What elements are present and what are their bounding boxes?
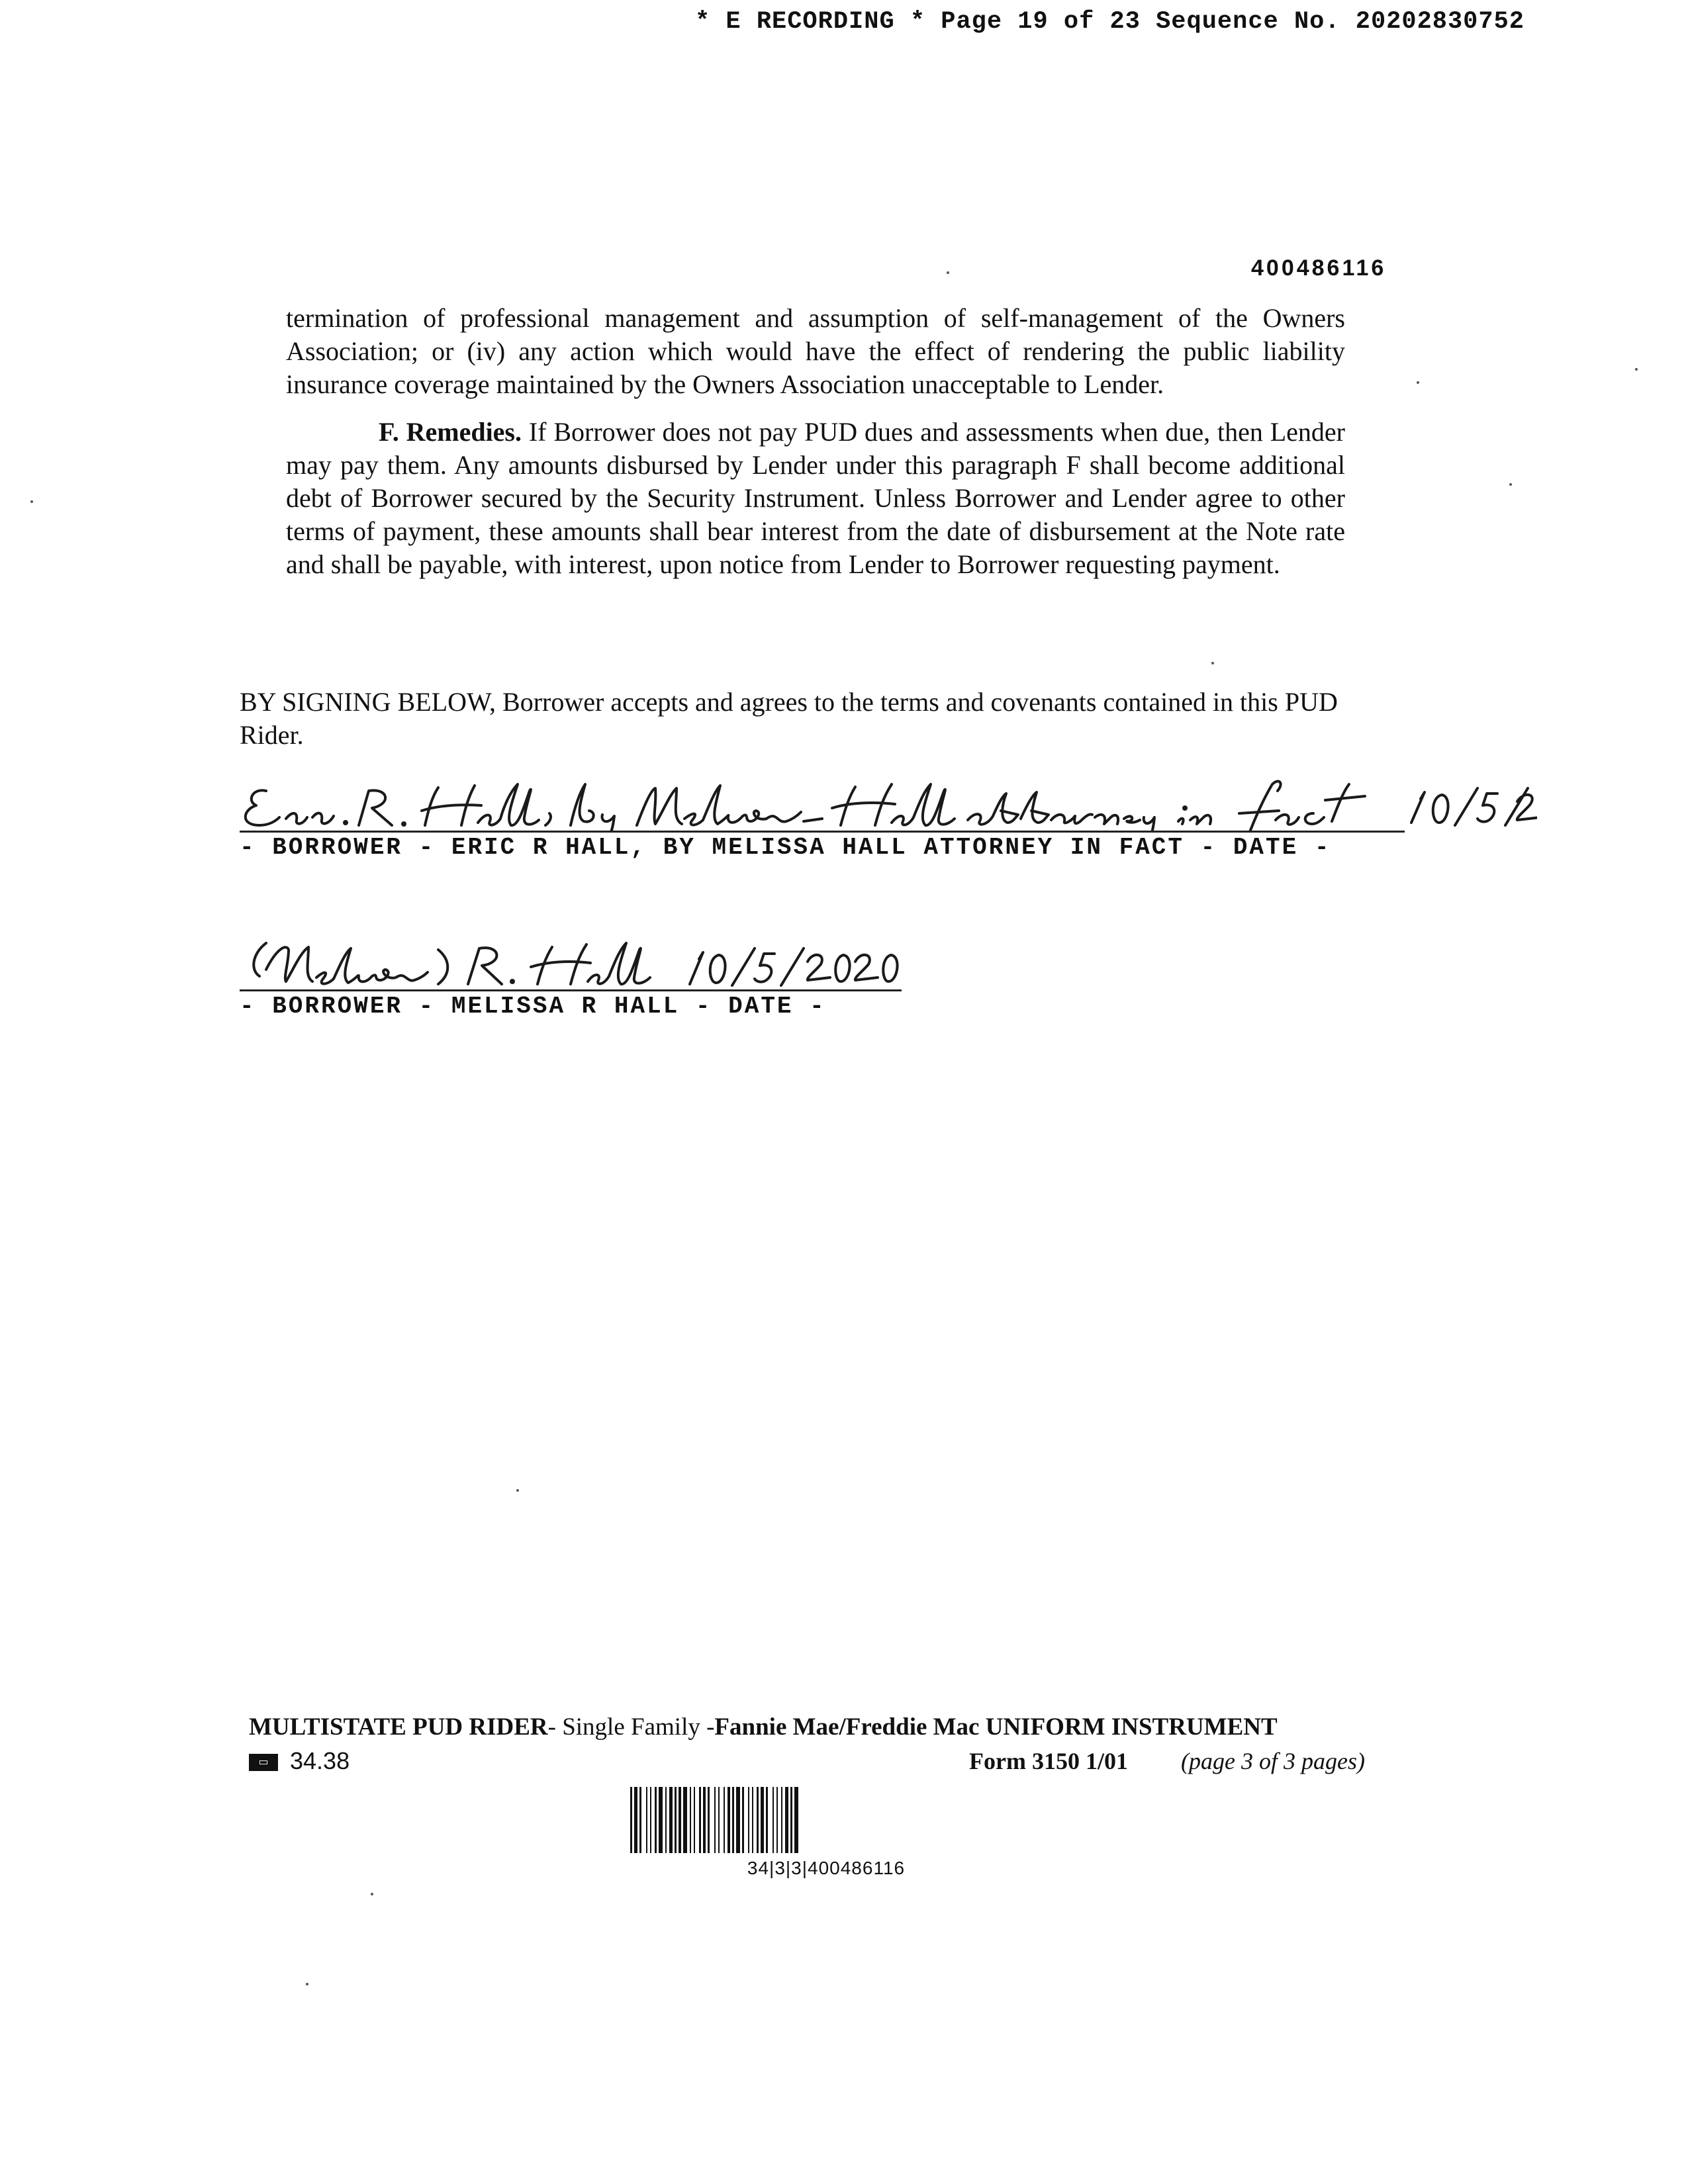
scan-speck	[1211, 662, 1214, 664]
signing-statement: BY SIGNING BELOW, Borrower accepts and agrees to the terms and covenants contained in this PUD Rider.	[240, 687, 1338, 750]
barcode-bar	[727, 1787, 730, 1853]
barcode-bar	[718, 1787, 720, 1853]
barcode-bar	[790, 1787, 792, 1853]
barcode-bar	[675, 1787, 677, 1853]
barcode-bar	[646, 1787, 647, 1853]
barcode-bar	[669, 1787, 673, 1853]
loan-number: 400486116	[1251, 255, 1387, 281]
form-number: Form 3150 1/01	[969, 1748, 1128, 1774]
scan-speck	[516, 1489, 519, 1492]
paragraph-termination: termination of professional management and assumption of self-management of the Owners Association; or (iv) any action which would have the effect of rendering the public liability insurance coverage maintained by the Owners Association unacceptable to Lender.	[286, 303, 1345, 399]
barcode-bar	[699, 1787, 701, 1853]
barcode-bar	[742, 1787, 744, 1853]
barcode-bar	[650, 1787, 651, 1853]
handwritten-signature-eric-hall	[240, 764, 1537, 831]
remedies-heading: F. Remedies.	[379, 417, 522, 447]
barcode-bar	[703, 1787, 706, 1853]
scan-speck	[1635, 368, 1638, 371]
barcode-bar	[683, 1787, 687, 1853]
barcode-bar	[781, 1787, 782, 1853]
handwritten-signature-melissa-hall	[240, 923, 941, 989]
signature-label-eric-hall: - BORROWER - ERIC R HALL, BY MELISSA HALL ATTORNEY IN FACT - DATE -	[240, 834, 1331, 861]
signature-block-eric-hall	[240, 764, 1405, 863]
barcode-bar	[761, 1787, 764, 1853]
scan-speck	[1509, 483, 1512, 486]
signature-block-melissa-hall	[240, 923, 902, 1022]
barcode-bar	[694, 1787, 695, 1853]
barcode-bar	[757, 1787, 759, 1853]
barcode-bar	[766, 1787, 768, 1853]
barcode-bar	[630, 1787, 632, 1853]
barcode-bar	[714, 1787, 716, 1853]
barcode-text: 34|3|3|400486116	[747, 1858, 906, 1878]
barcode-bar	[665, 1787, 667, 1853]
scan-speck	[30, 500, 33, 503]
barcode-bar	[659, 1787, 663, 1853]
barcode-bar	[655, 1787, 657, 1853]
recording-header: * E RECORDING * Page 19 of 23 Sequence No. 20202830752	[695, 8, 1524, 36]
barcode-block	[628, 1787, 1025, 1879]
scan-speck	[1417, 381, 1419, 384]
barcode-bar	[639, 1787, 641, 1853]
paragraph-remedies	[286, 416, 1345, 581]
remedies-text: If Borrower does not pay PUD dues and assessments when due, then Lender may pay them. Any amounts disbursed by Lender under this paragraph F shall become additional debt of Borrower secured by the Security Instrument. Unless Borrower and Lender agree to other terms of payment, these amounts shall bear interest from the date of disbursement at the Note rate and shall be payable, with interest, upon notice from Lender to Borrower requesting payment.	[286, 417, 1346, 579]
barcode-bar	[736, 1787, 740, 1853]
barcode-bar	[634, 1787, 637, 1853]
barcode-bar	[785, 1787, 788, 1853]
barcode	[628, 1787, 1025, 1853]
barcode-bar	[752, 1787, 753, 1853]
barcode-bar	[724, 1787, 725, 1853]
scan-speck	[371, 1893, 373, 1895]
page-info: (page 3 of 3 pages)	[1181, 1748, 1365, 1774]
footer-form-title	[249, 1713, 1278, 1741]
scan-speck	[306, 1983, 308, 1985]
barcode-bar	[732, 1787, 734, 1853]
barcode-bar	[679, 1787, 681, 1853]
barcode-bar	[690, 1787, 691, 1853]
barcode-bar	[773, 1787, 774, 1853]
footer-title-instrument: Fannie Mae/Freddie Mac UNIFORM INSTRUMENT	[714, 1713, 1278, 1741]
footer-form-info	[249, 1747, 1414, 1780]
signature-label-melissa-hall: - BORROWER - MELISSA R HALL - DATE -	[240, 993, 826, 1020]
scan-speck	[947, 271, 949, 274]
barcode-bar	[748, 1787, 749, 1853]
barcode-bar	[708, 1787, 710, 1853]
footer-title-rider: MULTISTATE PUD RIDER	[249, 1713, 548, 1741]
footer-title-family: - Single Family -	[547, 1713, 715, 1741]
barcode-bar	[794, 1787, 798, 1853]
form-code: 34.38	[290, 1747, 350, 1774]
barcode-bar	[776, 1787, 778, 1853]
form-code-icon: ▭	[249, 1754, 278, 1771]
